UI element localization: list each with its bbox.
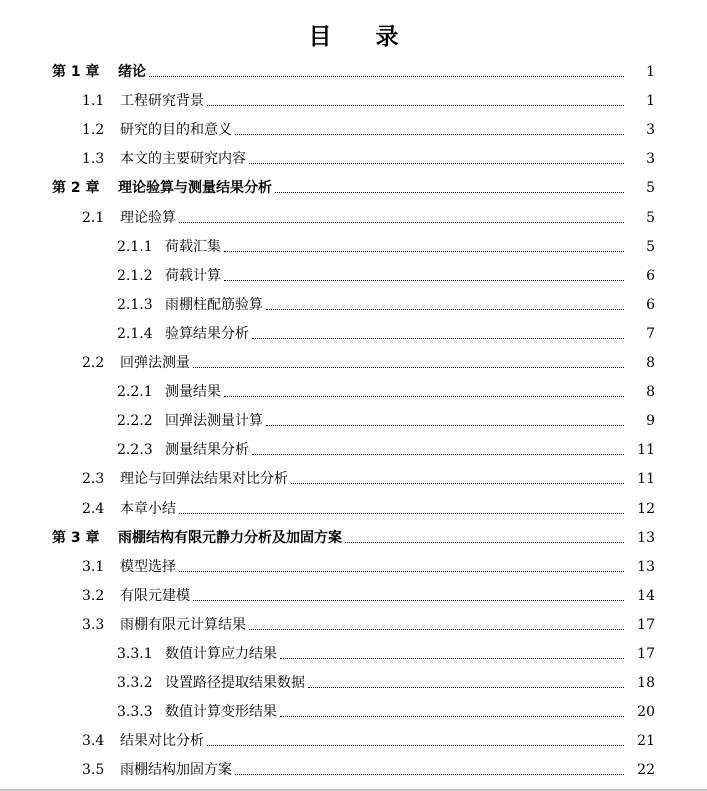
toc-entry[interactable] xyxy=(0,721,707,750)
toc-dot-leader xyxy=(235,133,624,135)
toc-entry[interactable] xyxy=(0,663,707,692)
toc-entry-number: 2.1.4 xyxy=(117,325,153,342)
toc-entry-page-number: 17 xyxy=(637,616,655,633)
toc-entry-page-number: 22 xyxy=(637,762,655,779)
toc-dot-leader xyxy=(249,162,624,164)
toc-entry-title: 有限元建模 xyxy=(120,587,190,604)
toc-entry-page-number: 11 xyxy=(637,442,655,459)
toc-entry-number: 2.3 xyxy=(82,471,105,488)
toc-entry-number: 2.2.1 xyxy=(117,384,153,401)
toc-entry-title: 测量结果分析 xyxy=(165,442,249,459)
toc-entry-page-number: 3 xyxy=(646,122,655,139)
toc-entry-heading xyxy=(0,703,277,721)
toc-entry-heading xyxy=(0,354,190,372)
toc-entry-number: 3.3.3 xyxy=(117,704,153,721)
toc-entry-number: 3.4 xyxy=(82,733,105,750)
toc-dot-leader xyxy=(252,337,624,339)
toc-entry-title: 研究的目的和意义 xyxy=(120,122,232,139)
toc-entry[interactable] xyxy=(0,227,707,256)
toc-dot-leader xyxy=(252,453,624,455)
toc-entry-title: 绪论 xyxy=(118,64,146,80)
toc-entry-title: 荷载汇集 xyxy=(165,238,221,255)
toc-entry[interactable] xyxy=(0,634,707,663)
toc-entry-title: 理论验算与测量结果分析 xyxy=(118,180,272,197)
toc-entry-number: 2.1.3 xyxy=(117,296,153,313)
toc-entry-title: 本章小结 xyxy=(120,500,176,517)
toc-dot-leader xyxy=(193,366,624,368)
toc-entry-number: 3.2 xyxy=(82,587,105,604)
toc-entry-heading xyxy=(0,412,263,430)
toc-entry[interactable] xyxy=(0,81,707,110)
toc-entry-number: 1.2 xyxy=(82,122,105,139)
toc-entry-number: 3.5 xyxy=(82,762,105,779)
toc-entry-heading xyxy=(0,267,221,285)
toc-entry-page-number: 6 xyxy=(646,267,655,284)
toc-entry-heading xyxy=(0,674,305,692)
toc-entry-heading xyxy=(0,179,272,197)
toc-entry-title: 测量结果 xyxy=(165,384,221,401)
toc-entry-title: 数值计算应力结果 xyxy=(165,646,277,662)
toc-entry-number: 3.1 xyxy=(82,558,105,575)
toc-entry[interactable] xyxy=(0,692,707,721)
page-title: 目 录 xyxy=(308,24,417,50)
toc-entry-title: 理论与回弹法结果对比分析 xyxy=(120,471,288,488)
toc-entry-heading xyxy=(0,325,249,343)
toc-entry-number: 3.3.2 xyxy=(117,675,153,692)
toc-entry[interactable] xyxy=(0,576,707,605)
toc-entry-title: 荷载计算 xyxy=(165,267,221,284)
toc-entry-page-number: 14 xyxy=(637,587,655,604)
toc-entry-heading xyxy=(0,296,263,314)
toc-entry-page-number: 1 xyxy=(646,93,655,110)
toc-entry[interactable] xyxy=(0,343,707,372)
toc-entry[interactable] xyxy=(0,256,707,285)
toc-dot-leader xyxy=(280,715,624,717)
toc-dot-leader xyxy=(224,395,624,397)
toc-entry-page-number: 18 xyxy=(637,675,655,692)
toc-dot-leader xyxy=(308,686,624,688)
toc-dot-leader xyxy=(266,424,624,426)
toc-entry-heading xyxy=(0,645,277,663)
toc-entry-title: 回弹法测量计算 xyxy=(165,413,263,430)
toc-entry-number: 1.3 xyxy=(82,151,105,168)
toc-entry-number: 2.1 xyxy=(82,209,105,226)
toc-entry-title: 雨棚柱配筋验算 xyxy=(165,296,263,313)
toc-entry-number: 2.4 xyxy=(82,500,105,517)
toc-entry[interactable] xyxy=(0,547,707,576)
toc-entry[interactable] xyxy=(0,139,707,168)
toc-entry-title: 验算结果分析 xyxy=(165,325,249,342)
toc-entry-heading xyxy=(0,209,176,227)
toc-entry-heading xyxy=(0,441,249,459)
toc-entry-page-number: 11 xyxy=(637,471,655,488)
toc-entry-number: 第 2 章 xyxy=(52,180,100,197)
toc-entry[interactable] xyxy=(0,52,707,81)
toc-entry-number: 2.2 xyxy=(82,355,105,371)
toc-entry[interactable] xyxy=(0,750,707,779)
toc-entry-heading xyxy=(0,558,176,576)
toc-entry-heading xyxy=(0,761,232,779)
toc-entry-title: 雨棚有限元计算结果 xyxy=(120,616,246,633)
toc-entry-number: 2.1.1 xyxy=(117,238,153,255)
toc-entry-page-number: 8 xyxy=(646,355,655,371)
toc-dot-leader xyxy=(207,104,624,106)
toc-entry-heading xyxy=(0,616,246,634)
toc-entry-page-number: 5 xyxy=(646,180,655,197)
toc-entry[interactable] xyxy=(0,285,707,314)
toc-entry-page-number: 6 xyxy=(646,296,655,313)
toc-entry[interactable] xyxy=(0,110,707,139)
toc-entry[interactable] xyxy=(0,372,707,401)
toc-dot-leader xyxy=(193,599,624,601)
toc-dot-leader xyxy=(179,221,624,223)
toc-entry-number: 3.3.1 xyxy=(117,646,153,662)
toc-entry-title: 理论验算 xyxy=(120,209,176,226)
toc-entry-page-number: 1 xyxy=(646,64,655,80)
toc-dot-leader xyxy=(280,657,624,659)
toc-entry-page-number: 20 xyxy=(637,704,655,721)
toc-entry-heading xyxy=(0,500,176,518)
toc-entry-page-number: 13 xyxy=(637,529,655,546)
toc-entry-title: 雨棚结构有限元静力分析及加固方案 xyxy=(118,529,342,546)
toc-dot-leader xyxy=(224,279,624,281)
toc-entry-page-number: 13 xyxy=(637,558,655,575)
toc-entry-page-number: 8 xyxy=(646,384,655,401)
toc-entry[interactable] xyxy=(0,605,707,634)
toc-entry-number: 2.2.2 xyxy=(117,413,153,430)
toc-entry-heading xyxy=(0,529,342,547)
toc-dot-leader xyxy=(179,512,624,514)
toc-entry-title: 回弹法测量 xyxy=(120,355,190,371)
toc-entry[interactable] xyxy=(0,314,707,343)
toc-entry-number: 2.1.2 xyxy=(117,267,153,284)
toc-entry[interactable] xyxy=(0,489,707,518)
toc-entry-page-number: 9 xyxy=(646,413,655,430)
toc-entry-heading xyxy=(0,587,190,605)
toc-entry[interactable] xyxy=(0,198,707,227)
toc-entry-number: 1.1 xyxy=(82,93,105,110)
toc-entry-heading xyxy=(0,92,204,110)
toc-entry-heading xyxy=(0,150,246,168)
toc-dot-leader xyxy=(345,541,624,543)
toc-entry-heading xyxy=(0,470,288,488)
toc-entry-page-number: 3 xyxy=(646,151,655,168)
toc-entry-title: 结果对比分析 xyxy=(120,733,204,750)
toc-entry-title: 数值计算变形结果 xyxy=(165,704,277,721)
toc-entry-page-number: 21 xyxy=(637,733,655,750)
toc-entry-title: 本文的主要研究内容 xyxy=(120,151,246,168)
toc-entry[interactable] xyxy=(0,430,707,459)
toc-entry-heading xyxy=(0,121,232,139)
toc-entry-number: 第 3 章 xyxy=(52,529,100,546)
toc-dot-leader xyxy=(291,482,624,484)
toc-entry-title: 雨棚结构加固方案 xyxy=(120,762,232,779)
toc-dot-leader xyxy=(266,308,624,310)
toc-dot-leader xyxy=(249,628,624,630)
toc-entry[interactable] xyxy=(0,518,707,547)
toc-entry-page-number: 12 xyxy=(637,500,655,517)
toc-entry-title: 工程研究背景 xyxy=(120,93,204,110)
toc-dot-leader xyxy=(149,75,624,77)
toc-entry-page-number: 5 xyxy=(646,209,655,226)
toc-entry-title: 设置路径提取结果数据 xyxy=(165,675,305,692)
toc-entry-heading xyxy=(0,383,221,401)
toc-dot-leader xyxy=(235,773,624,775)
toc-entry-title: 模型选择 xyxy=(120,558,176,575)
toc-entry[interactable] xyxy=(0,459,707,488)
toc-entry[interactable] xyxy=(0,401,707,430)
toc-entry[interactable] xyxy=(0,168,707,197)
toc-dot-leader xyxy=(207,744,624,746)
toc-entry-number: 第 1 章 xyxy=(52,64,100,80)
toc-entry-number: 2.2.3 xyxy=(117,442,153,459)
toc-entry-page-number: 17 xyxy=(637,646,655,662)
toc-dot-leader xyxy=(224,250,624,252)
toc-dot-leader xyxy=(275,191,624,193)
toc-entry-page-number: 5 xyxy=(646,238,655,255)
toc-entry-number: 3.3 xyxy=(82,616,105,633)
toc-dot-leader xyxy=(179,570,624,572)
toc-entry-page-number: 7 xyxy=(646,325,655,342)
toc-entry-heading xyxy=(0,732,204,750)
toc-entry-heading xyxy=(0,63,146,81)
toc-entry-heading xyxy=(0,238,221,256)
